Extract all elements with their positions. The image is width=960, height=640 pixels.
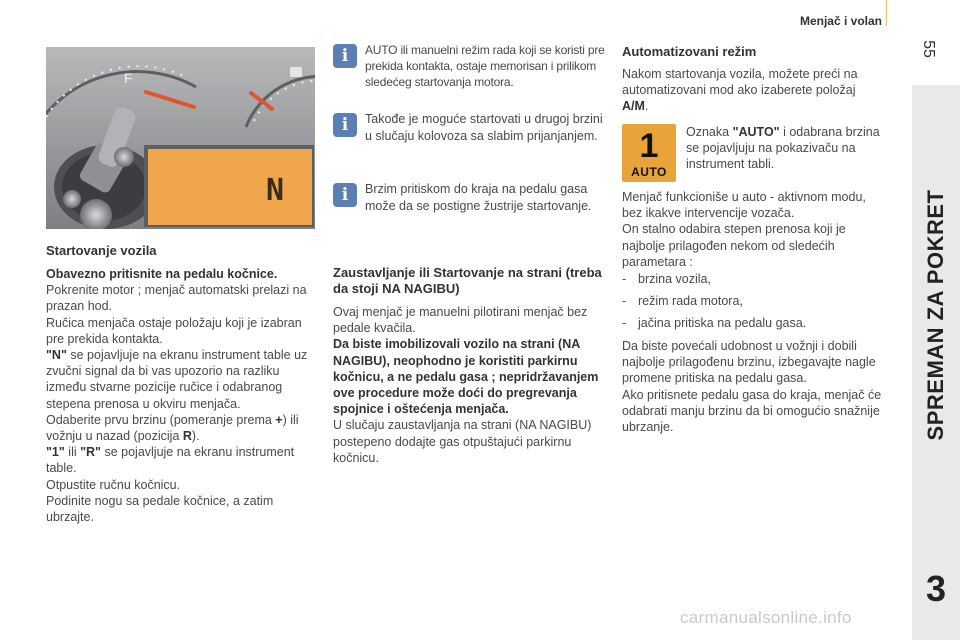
auto-label: AUTO [631, 165, 667, 179]
body-text: Odaberite prvu brzinu (pomeranje prema [46, 412, 276, 427]
bold-text: "1" [46, 445, 65, 460]
col3-para2 [622, 338, 884, 435]
instrument-display [144, 145, 314, 227]
body-text: ) ili vožnju u nazad (pozicija [46, 412, 299, 444]
gear-number: 1 [639, 127, 659, 165]
heading-startovanje: Startovanje vozila [46, 243, 157, 258]
section-title: Menjač i volan [799, 14, 882, 28]
bullet-text: jačina pritiska na pedalu gasa. [638, 316, 807, 331]
heading-nagib: Zaustavljanje ili Startovanje na strani (treba da stoji NA NAGIBU) [333, 265, 602, 296]
bullet-item [622, 293, 884, 309]
auto-gear-indicator-icon [622, 124, 676, 182]
col3-bullets [622, 271, 884, 338]
bold-text: A/M [622, 99, 645, 114]
body-text: Pokrenite motor ; menjač automatski prelazi na prazan hod. [46, 283, 307, 314]
paragraph [622, 338, 884, 387]
note-text: Takođe je moguće startovati u drugoj brzini u slučaju kolovoza sa slabim prijanjanjem. [365, 112, 603, 143]
dashboard-illustration [46, 47, 315, 229]
body-text: Da biste povećali udobnost u vožnji i dobili najbolje prilagođenu brzinu, izbegavajte nagle promene pritiska na pedalu gasa. [622, 339, 876, 386]
body-text: On stalno odabira stepen prenosa koji je najbolje prilagođen nekom od sledećih parametara : [622, 222, 846, 269]
bullet-text: brzina vozila, [638, 272, 711, 286]
body-text: se pojavljuje na ekranu instrument table uz zvučni signal da bi vas upozorio na razliku između stvarne pozicije ručice i odabranog stepena prenosa u okviru menjača. [46, 348, 308, 411]
paragraph [333, 304, 603, 336]
gear-selector-photo [46, 47, 315, 229]
paragraph [46, 412, 314, 444]
body-text: Otpustite ručnu kočnicu. [46, 477, 181, 492]
paragraph [46, 347, 314, 412]
info-icon: i [333, 183, 357, 207]
body-text: U slučaju zaustavljanja na strani (NA NAGIBU) postepeno dodajte gas otpuštajući parkirnu kočnicu. [333, 418, 592, 465]
info-note-2 [333, 111, 605, 144]
body-text: Ovaj menjač je manuelni pilotirani menjač bez pedale kvačila. [333, 305, 588, 336]
bold-text: Da biste imobilizovali vozilo na strani (NA NAGIBU), neophodno je koristiti parkirnu kočnicu, a ne pedalu gasa ; nepridržavanjem ove procedure može doći do pregrevanja spojnice i oštećenja menjača. [333, 337, 599, 417]
paragraph [622, 221, 884, 270]
body-text: Ako pritisnete pedalu gasa do kraja, menjač će odabrati manju brzinu da bi omogućio snažnije ubrzanje. [622, 387, 882, 435]
display-gear-indicator: N [266, 173, 285, 208]
info-icon: i [333, 113, 357, 137]
paragraph [46, 315, 314, 347]
bullet-dash: - [622, 272, 627, 286]
bullet-dash: - [622, 316, 627, 331]
info-note-1 [333, 42, 605, 90]
col1-body [46, 266, 314, 525]
heading-automatizovani: Automatizovani režim [622, 44, 757, 59]
info-icon: i [333, 44, 357, 68]
paragraph [622, 387, 884, 436]
bullet-item [622, 271, 884, 287]
body-text: Nakom startovanja vozila, možete preći na automatizovani mod ako izaberete položaj [622, 67, 858, 98]
paragraph [46, 266, 314, 282]
bullet-item [622, 315, 884, 331]
bold-text: + [275, 412, 283, 427]
bold-text: "N" [46, 348, 67, 363]
body-text: Podinite nogu sa pedale kočnice, a zatim ubrzajte. [46, 493, 274, 525]
watermark: carmanualsonline.info [680, 608, 852, 627]
paragraph [46, 493, 314, 525]
bullet-text: režim rada motora, [638, 294, 743, 309]
paragraph [46, 444, 314, 476]
body-text: i odabrana brzina se pojavljuju na pokazivaču na instrument tabli. [686, 125, 880, 172]
paragraph [333, 417, 603, 466]
info-note-3 [333, 181, 605, 214]
paragraph [46, 477, 314, 493]
chapter-title: SPREMAN ZA POKRET [923, 189, 948, 441]
page-number: 55 [920, 40, 937, 58]
body-text: Menjač funkcioniše u auto - aktivnom modu, bez ikakve intervencije vozača. [622, 190, 866, 221]
paragraph [333, 336, 603, 417]
note-text: AUTO ili manuelni režim rada koji se koristi pre prekida kontakta, ostaje memorisan i prilikom sledećeg startovanja motora. [365, 43, 605, 89]
bold-text: "R" [80, 445, 101, 460]
bold-text: "AUTO" [732, 125, 780, 139]
chapter-number: 3 [925, 568, 947, 609]
svg-text:F: F [124, 70, 133, 86]
chapter-sidebar [912, 85, 960, 640]
body-text: ili [64, 445, 81, 460]
paragraph [46, 282, 314, 314]
paragraph [622, 189, 884, 221]
bullet-dash: - [622, 294, 627, 309]
body-text: se pojavljuje na ekranu instrument table. [46, 445, 295, 476]
badge-description [686, 124, 884, 173]
note-text: Brzim pritiskom do kraja na pedalu gasa može da se postigne žustrije startovanje. [365, 182, 592, 213]
body-text: . [644, 99, 649, 114]
col2-body [333, 304, 603, 466]
body-text: Oznaka [686, 125, 733, 139]
body-text: Ručica menjača ostaje položaju koji je izabran pre prekida kontakta. [46, 315, 302, 346]
header-rule [886, 0, 887, 26]
body-text: ). [191, 429, 200, 444]
col3-intro [622, 66, 884, 115]
bold-text: Obavezno pritisnite na pedalu kočnice. [46, 267, 278, 281]
bold-text: R [182, 429, 192, 444]
col3-para1 [622, 189, 884, 270]
